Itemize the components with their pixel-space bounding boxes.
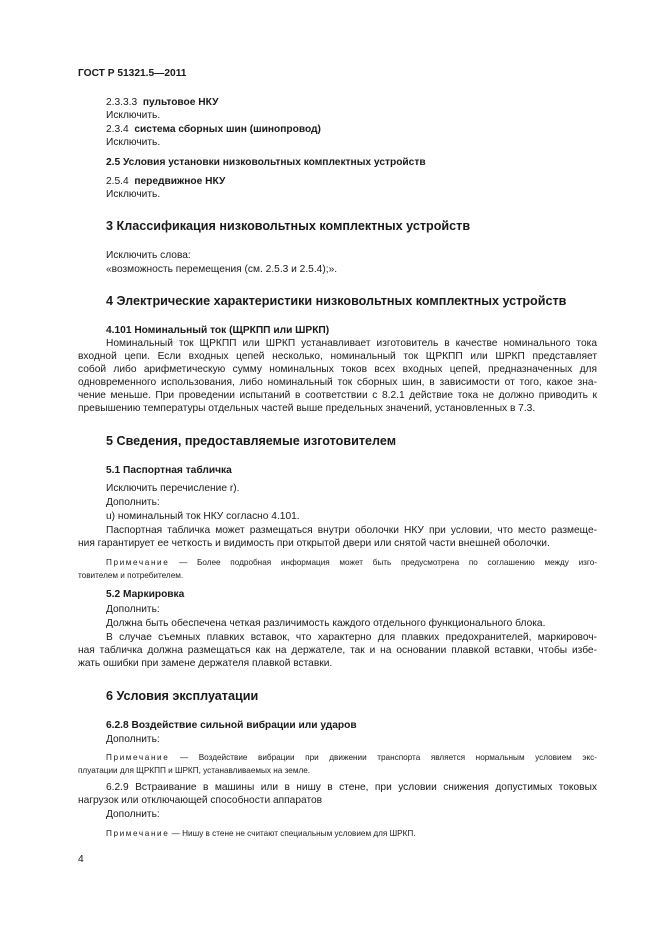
note-line: плуатации для ЩРКПП и ШРКП, устанавливаемых на земле. (78, 765, 311, 775)
section-5-1-paragraph (78, 524, 597, 550)
item-number: 2.5.4 (106, 176, 129, 187)
section-5-1-line-2: Дополнить: (106, 497, 160, 508)
note-label: Примечание (106, 558, 170, 567)
section-3-line-2: «возможность перемещения (см. 2.5.3 и 2.5.4);». (106, 264, 338, 275)
section-4-heading: 4 Электрические характеристики низковольтных комплектных устройств (106, 294, 567, 308)
note-1 (78, 557, 597, 582)
section-5-1-line-3: u) номинальный ток НКУ согласно 4.101. (106, 511, 300, 522)
paragraph-line: Номинальный ток ЩРКПП или ШРКП устанавливает изготовитель в качестве номинального тока (106, 338, 597, 349)
paragraph-line: жать ошибки при замене держателя плавкой вставки. (78, 658, 333, 669)
section-5-2-heading: 5.2 Маркировка (106, 589, 185, 600)
section-5-2-line-2: Должна быть обеспечена четкая различимость каждого отдельного функционального блока. (106, 618, 546, 629)
paragraph-line: ния гарантирует ее четкость и видимость при открытой двери или снятой части внешней оболочки. (78, 538, 550, 549)
section-3-heading: 3 Классификация низковольтных комплектных устройств (106, 219, 471, 233)
note-line: товителем и потребителем. (78, 570, 184, 580)
section-4-101-paragraph (78, 337, 597, 415)
paragraph-line: нагрузок или отключающей способности аппаратов (78, 795, 323, 806)
note-text: — Воздействие вибрации при движении транспорта является нормальным условием экс- (179, 753, 597, 762)
paragraph-line: ная табличка должна размещаться как на держателе, так и на основании плавкой вставки, чтобы избе- (78, 645, 597, 656)
section-6-2-9-paragraph (78, 781, 597, 807)
section-4-101-heading: 4.101 Номинальный ток (ЩРКПП или ШРКП) (106, 325, 330, 336)
section-6-heading: 6 Условия эксплуатации (106, 689, 259, 703)
item-number: 2.3.4 (106, 124, 129, 135)
paragraph-line: одновременного использования, либо номинальный ток сборных шин, в зависимости от того, какое зна- (78, 377, 597, 388)
paragraph-line: чение меньше. При проведении испытаний в соответствии с 8.2.1 действие тока не должно приводить к (78, 390, 597, 401)
section-5-2-paragraph (78, 631, 597, 670)
item-2333-text: Исключить. (106, 110, 161, 121)
item-title: передвижное НКУ (134, 176, 226, 187)
section-5-1-line-1: Исключить перечисление r). (106, 483, 240, 494)
item-254-heading (106, 175, 225, 188)
note-3 (106, 828, 416, 839)
note-label: Примечание (106, 829, 170, 838)
section-5-heading: 5 Сведения, предоставляемые изготовителем (106, 434, 397, 448)
section-5-2-line-1: Дополнить: (106, 604, 160, 615)
item-title: пультовое НКУ (142, 97, 219, 108)
paragraph-line: входной цепи. Если входных цепей несколько, номинальный ток ЩРКПП или ШРКП представляет (78, 351, 597, 362)
paragraph-line: собой либо арифметическую сумму номинальных токов всех входных цепей, предназначенных для (78, 364, 597, 375)
note-text: — Более подробная информация может быть предусмотрена по соглашению между изго- (179, 558, 597, 567)
section-3-line-1: Исключить слова: (106, 250, 191, 261)
section-6-2-8-heading: 6.2.8 Воздействие сильной вибрации или ударов (106, 720, 357, 731)
paragraph-line: превышению температуры отдельных частей выше предельных значений, установленных в 7.3. (78, 403, 536, 414)
item-title: система сборных шин (шинопровод) (134, 124, 321, 135)
note-text: — Нишу в стене не считают специальным условием для ШРКП. (171, 829, 416, 838)
page-number: 4 (78, 854, 84, 865)
item-number: 2.3.3.3 (106, 97, 138, 108)
item-234-text: Исключить. (106, 137, 161, 148)
document-header: ГОСТ Р 51321.5—2011 (78, 68, 187, 79)
section-6-2-8-line-1: Дополнить: (106, 734, 160, 745)
note-line (78, 752, 597, 765)
section-5-1-heading: 5.1 Паспортная табличка (106, 465, 232, 476)
note-line (78, 557, 597, 570)
item-2333-heading (106, 96, 218, 109)
paragraph-line: Паспортная табличка может размещаться внутри оболочки НКУ при условии, что место размеще- (106, 525, 597, 536)
section-2-5-heading: 2.5 Условия установки низковольтных комплектных устройств (106, 157, 426, 168)
item-234-heading (106, 123, 321, 136)
section-6-2-9-line-1: Дополнить: (106, 809, 160, 820)
paragraph-line: 6.2.9 Встраивание в машины или в нишу в стене, при условии снижения допустимых токовых (106, 782, 597, 793)
note-label: Примечание (106, 753, 170, 762)
item-254-text: Исключить. (106, 189, 161, 200)
note-2 (78, 752, 597, 777)
paragraph-line: В случае съемных плавких вставок, что характерно для плавких предохранителей, маркировоч- (106, 632, 597, 643)
